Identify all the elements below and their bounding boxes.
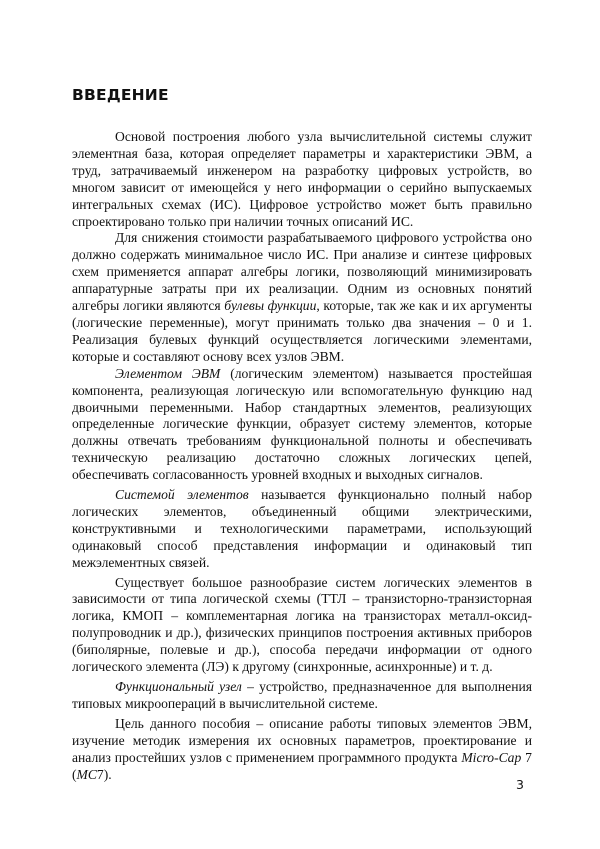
paragraph	[72, 366, 532, 484]
text-run: (логическим элементом) называется простейшая компонента, реализующая логическую или вспомогательную функцию над двоичными переменными. Набор стандартных элементов, реализующих определенные логические функции, образует систему элементов, которые должны отвечать требованиям функциональной полноты и обеспечивать техническую реализацию достаточно сложных логических цепей, обеспечивать согласованность уровней входных и выходных сигналов.	[72, 365, 533, 483]
italic-term: Micro-Cap	[461, 749, 522, 765]
text-run: называется функционально полный набор логических элементов, объединенный общими электрическими, конструктивными и технологическими параметрами, использующий одинаковый способ представления информации и одинаковый тип межэлементных связей.	[72, 487, 532, 570]
text-run: 7).	[96, 766, 112, 782]
italic-term: Функциональный узел	[115, 679, 242, 694]
paragraph	[72, 230, 532, 365]
text-run: 7 (	[72, 749, 532, 782]
italic-term: булевы функции	[224, 298, 317, 314]
italic-term: Системой элементов	[115, 487, 249, 503]
body-text	[72, 129, 532, 783]
paragraph	[72, 679, 532, 713]
section-heading: ВВЕДЕНИЕ	[72, 86, 169, 104]
text-run: , которые, так же как и их аргументы (логические переменные), могут принимать только два значения – 0 и 1. Реализация булевых функций осуществляется логическими элементами, которые и составляют основу всех узлов ЭВМ.	[72, 298, 532, 364]
paragraph	[72, 575, 532, 676]
italic-term: Элементом ЭВМ	[115, 365, 221, 381]
text-run: Цель данного пособия – описание работы типовых элементов ЭВМ, изучение методик измерения их основных параметров, проектирование и анализ простейших узлов с применением программного продукта	[72, 715, 532, 765]
paragraph	[72, 716, 532, 784]
page-number: 3	[516, 777, 524, 792]
text-run: Для снижения стоимости разрабатываемого цифрового устройства оно должно содержать минимальное число ИС. При анализе и синтезе цифровых схем применяется аппарат алгебры логики, позволяющий минимизировать аппаратурные затраты при их реализации. Одним из основных понятий алгебры логики являются	[72, 230, 532, 314]
text-run: – устройство, предназначенное для выполнения типовых микроопераций в вычислительной системе.	[72, 679, 532, 711]
text-run: Существует большое разнообразие систем логических элементов в зависимости от типа логической схемы (ТТЛ – транзисторно-транзисторная логика, КМОП – комплементарная логика на транзисторах металл-оксид-полупроводник и др.), физических принципов построения активных приборов (биполярные, полевые и др.), способа передачи информации от одного логического элемента (ЛЭ) к другому (синхронные, асинхронные) и т. д.	[72, 574, 532, 675]
italic-term: MC	[76, 766, 97, 782]
paragraph	[72, 487, 532, 572]
paragraph	[72, 129, 532, 230]
text-run: Основой построения любого узла вычислительной системы служит элементная база, которая определяет параметры и характеристики ЭВМ, а труд, затрачиваемый инженером на разработку цифровых устройств, во многом зависит от имеющейся у него информации о серийно выпускаемых интегральных схемах (ИС). Цифровое устройство может быть правильно спроектировано только при наличии точных описаний ИС.	[72, 129, 532, 229]
